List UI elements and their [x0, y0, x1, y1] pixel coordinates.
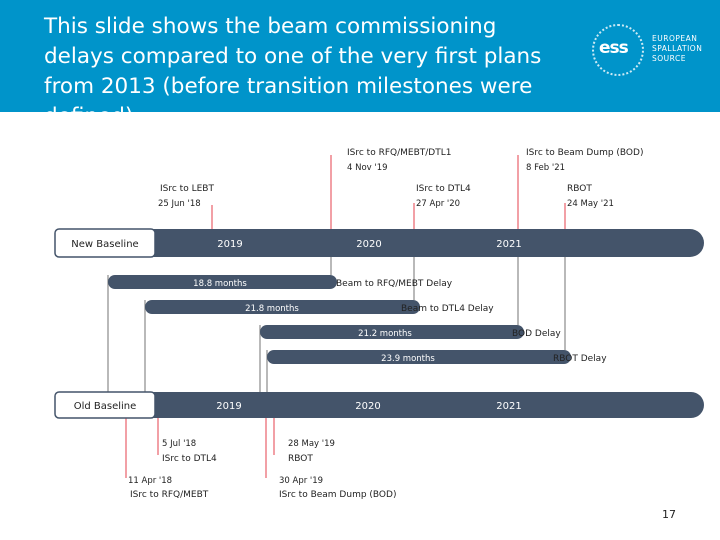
old-milestone-rfq-name: ISrc to RFQ/MEBT	[130, 490, 209, 500]
delay-name-rfq: Beam to RFQ/MEBT Delay	[336, 279, 453, 289]
page-number: 17	[662, 508, 676, 521]
logo-line-3: SOURCE	[652, 54, 686, 63]
delay-duration-dtl4: 21.8 months	[245, 304, 299, 314]
new-milestone-dtl4-name: ISrc to DTL4	[416, 184, 471, 194]
delay-duration-rfq: 18.8 months	[193, 279, 247, 289]
old-milestone-bod-name: ISrc to Beam Dump (BOD)	[279, 490, 397, 500]
logo-line-2: SPALLATION	[652, 44, 703, 53]
old-milestone-rfq-date: 11 Apr '18	[128, 476, 173, 486]
new-milestone-rbot-date: 24 May '21	[567, 199, 614, 209]
old-baseline-label: Old Baseline	[73, 401, 137, 412]
delay-duration-rbot: 23.9 months	[381, 354, 435, 364]
delay-duration-bod: 21.2 months	[358, 329, 412, 339]
old-year-2019: 2019	[216, 401, 242, 412]
old-year-2020: 2020	[355, 401, 381, 412]
new-year-2020: 2020	[356, 239, 382, 250]
delay-name-dtl4: Beam to DTL4 Delay	[401, 304, 494, 314]
delay-name-rbot: RBOT Delay	[553, 354, 607, 364]
slide-title: This slide shows the beam commissioning delays compared to one of the very first plans from 2013 (before transition milestones were defined)	[44, 14, 542, 129]
new-milestone-rfq-date: 4 Nov '19	[347, 163, 388, 173]
new-milestone-lebt-date: 25 Jun '18	[158, 199, 201, 209]
new-baseline-label: New Baseline	[71, 239, 139, 250]
new-milestone-lebt-name: ISrc to LEBT	[160, 184, 214, 194]
old-milestone-rbot-date: 28 May '19	[288, 439, 335, 449]
logo-line-1: EUROPEAN	[652, 34, 698, 43]
new-year-2021: 2021	[496, 239, 522, 250]
old-milestone-dtl4-name: ISrc to DTL4	[162, 454, 217, 464]
new-milestone-rfq-name: ISrc to RFQ/MEBT/DTL1	[347, 148, 452, 158]
old-milestone-dtl4-date: 5 Jul '18	[162, 439, 197, 449]
new-milestone-dtl4-date: 27 Apr '20	[416, 199, 461, 209]
old-year-2021: 2021	[496, 401, 522, 412]
new-year-2019: 2019	[217, 239, 243, 250]
old-milestone-rbot-name: RBOT	[288, 454, 313, 464]
logo-mark: ess	[599, 38, 628, 58]
new-milestone-bod-name: ISrc to Beam Dump (BOD)	[526, 148, 644, 158]
new-milestone-rbot-name: RBOT	[567, 184, 592, 194]
delay-name-bod: BOD Delay	[512, 329, 561, 339]
new-milestone-bod-date: 8 Feb '21	[526, 163, 566, 173]
old-milestone-bod-date: 30 Apr '19	[279, 476, 324, 486]
